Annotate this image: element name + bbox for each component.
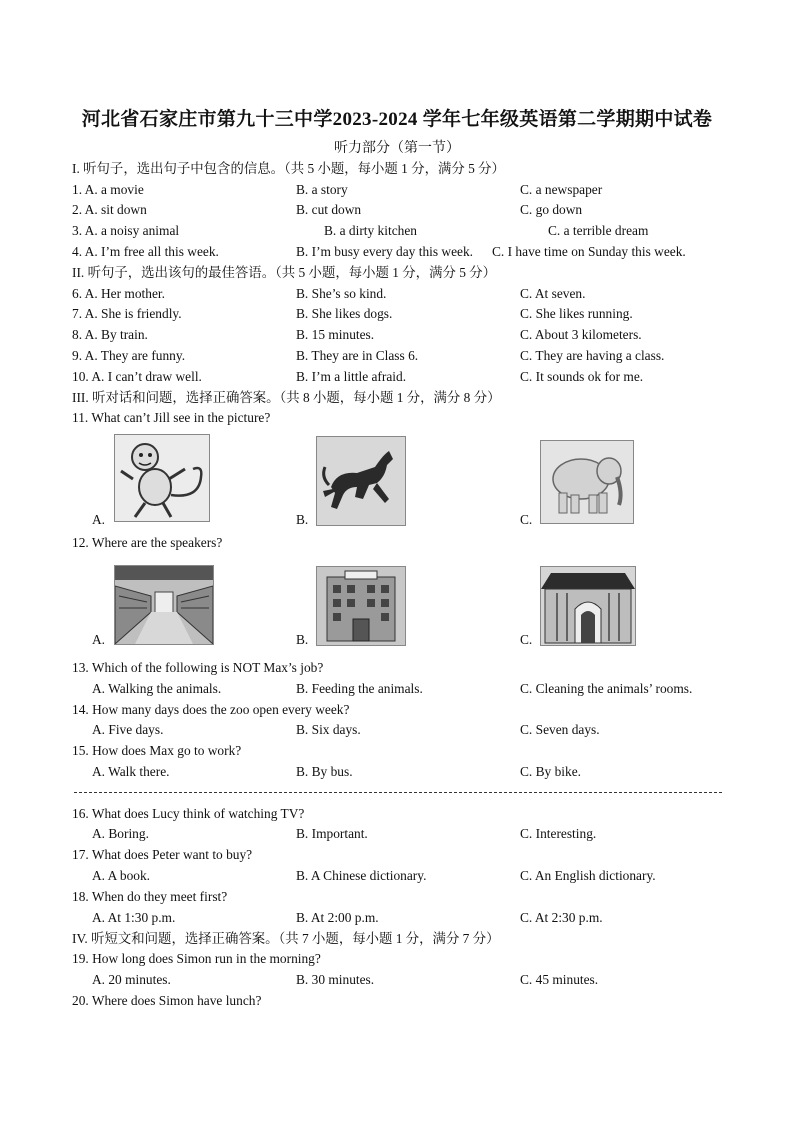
- q19-option-b: B. 30 minutes.: [296, 972, 375, 987]
- q17-option-b: B. A Chinese dictionary.: [296, 868, 427, 883]
- exam-title: 河北省石家庄市第九十三中学2023-2024 学年七年级英语第二学期期中试卷: [81, 109, 713, 130]
- supermarket-picture: [114, 565, 214, 645]
- q13-option-a: A. Walking the animals.: [92, 681, 222, 696]
- q19-option-c: C. 45 minutes.: [520, 972, 599, 987]
- q6-option-c: C. At seven.: [520, 286, 586, 301]
- dashed-divider: [74, 792, 722, 793]
- q15-option-a: A. Walk there.: [92, 764, 170, 779]
- section-1-heading: I. 听句子，选出句子中包含的信息。（共 5 小题，每小题 1 分，满分 5 分）: [72, 161, 505, 176]
- q17-option-c: C. An English dictionary.: [520, 868, 656, 883]
- hospital-picture: [316, 566, 406, 646]
- q19-question: 19. How long does Simon run in the morning?: [72, 951, 321, 966]
- section-4-heading: IV. 听短文和问题，选择正确答案。（共 7 小题，每小题 1 分，满分 7 分）: [72, 931, 500, 946]
- monkey-picture: [114, 434, 210, 522]
- q6-option-b: B. She’s so kind.: [296, 286, 387, 301]
- q18-option-b: B. At 2:00 p.m.: [296, 910, 379, 925]
- q12-question: 12. Where are the speakers?: [72, 535, 223, 550]
- q16-option-c: C. Interesting.: [520, 826, 597, 841]
- q3-option-c: C. a terrible dream: [548, 223, 649, 238]
- q10-option-b: B. I’m a little afraid.: [296, 369, 407, 384]
- q9-option-b: B. They are in Class 6.: [296, 348, 419, 363]
- q1-option-b: B. a story: [296, 182, 348, 197]
- q3-option-a: 3. A. a noisy animal: [72, 223, 180, 238]
- q4-option-a: 4. A. I’m free all this week.: [72, 244, 219, 259]
- q8-option-b: B. 15 minutes.: [296, 327, 375, 342]
- q18-option-a: A. At 1:30 p.m.: [92, 910, 176, 925]
- q4-option-c: C. I have time on Sunday this week.: [492, 244, 686, 259]
- q12-option-a: A.: [92, 632, 106, 647]
- q2-option-c: C. go down: [520, 202, 583, 217]
- q8-option-c: C. About 3 kilometers.: [520, 327, 642, 342]
- q13-option-b: B. Feeding the animals.: [296, 681, 423, 696]
- q14-option-a: A. Five days.: [92, 722, 164, 737]
- q3-option-b: B. a dirty kitchen: [324, 223, 417, 238]
- q7-option-a: 7. A. She is friendly.: [72, 306, 182, 321]
- q14-option-b: B. Six days.: [296, 722, 361, 737]
- q18-option-c: C. At 2:30 p.m.: [520, 910, 603, 925]
- q16-question: 16. What does Lucy think of watching TV?: [72, 806, 305, 821]
- horse-picture: [316, 436, 406, 526]
- q16-option-b: B. Important.: [296, 826, 368, 841]
- elephant-picture: [540, 440, 634, 524]
- q8-option-a: 8. A. By train.: [72, 327, 148, 342]
- q10-option-c: C. It sounds ok for me.: [520, 369, 644, 384]
- q6-option-a: 6. A. Her mother.: [72, 286, 165, 301]
- q14-option-c: C. Seven days.: [520, 722, 600, 737]
- q15-question: 15. How does Max go to work?: [72, 743, 242, 758]
- q13-question: 13. Which of the following is NOT Max’s job?: [72, 660, 324, 675]
- q19-option-a: A. 20 minutes.: [92, 972, 171, 987]
- q1-option-c: C. a newspaper: [520, 182, 603, 197]
- q7-option-c: C. She likes running.: [520, 306, 633, 321]
- q13-option-c: C. Cleaning the animals’ rooms.: [520, 681, 693, 696]
- q11-option-c: C.: [520, 512, 533, 527]
- q18-question: 18. When do they meet first?: [72, 889, 228, 904]
- q17-option-a: A. A book.: [92, 868, 151, 883]
- q2-option-a: 2. A. sit down: [72, 202, 147, 217]
- q12-option-b: B.: [296, 632, 309, 647]
- q11-question: 11. What can’t Jill see in the picture?: [72, 410, 271, 425]
- q20-question: 20. Where does Simon have lunch?: [72, 993, 262, 1008]
- q15-option-b: B. By bus.: [296, 764, 353, 779]
- q7-option-b: B. She likes dogs.: [296, 306, 393, 321]
- q16-option-a: A. Boring.: [92, 826, 149, 841]
- q11-option-a: A.: [92, 512, 106, 527]
- school-building-picture: [540, 566, 636, 646]
- section-2-heading: II. 听句子，选出该句的最佳答语。（共 5 小题，每小题 1 分，满分 5 分）: [72, 265, 497, 280]
- q9-option-a: 9. A. They are funny.: [72, 348, 186, 363]
- q14-question: 14. How many days does the zoo open every week?: [72, 702, 350, 717]
- q12-option-c: C.: [520, 632, 533, 647]
- section-3-heading: III. 听对话和问题，选择正确答案。（共 8 小题，每小题 1 分，满分 8 分）: [72, 390, 501, 405]
- q17-question: 17. What does Peter want to buy?: [72, 847, 253, 862]
- q15-option-c: C. By bike.: [520, 764, 582, 779]
- q1-option-a: 1. A. a movie: [72, 182, 144, 197]
- q10-option-a: 10. A. I can’t draw well.: [72, 369, 202, 384]
- q11-option-b: B.: [296, 512, 309, 527]
- q2-option-b: B. cut down: [296, 202, 362, 217]
- q4-option-b: B. I’m busy every day this week.: [296, 244, 474, 259]
- q9-option-c: C. They are having a class.: [520, 348, 665, 363]
- exam-subtitle: 听力部分（第一节）: [334, 141, 460, 156]
